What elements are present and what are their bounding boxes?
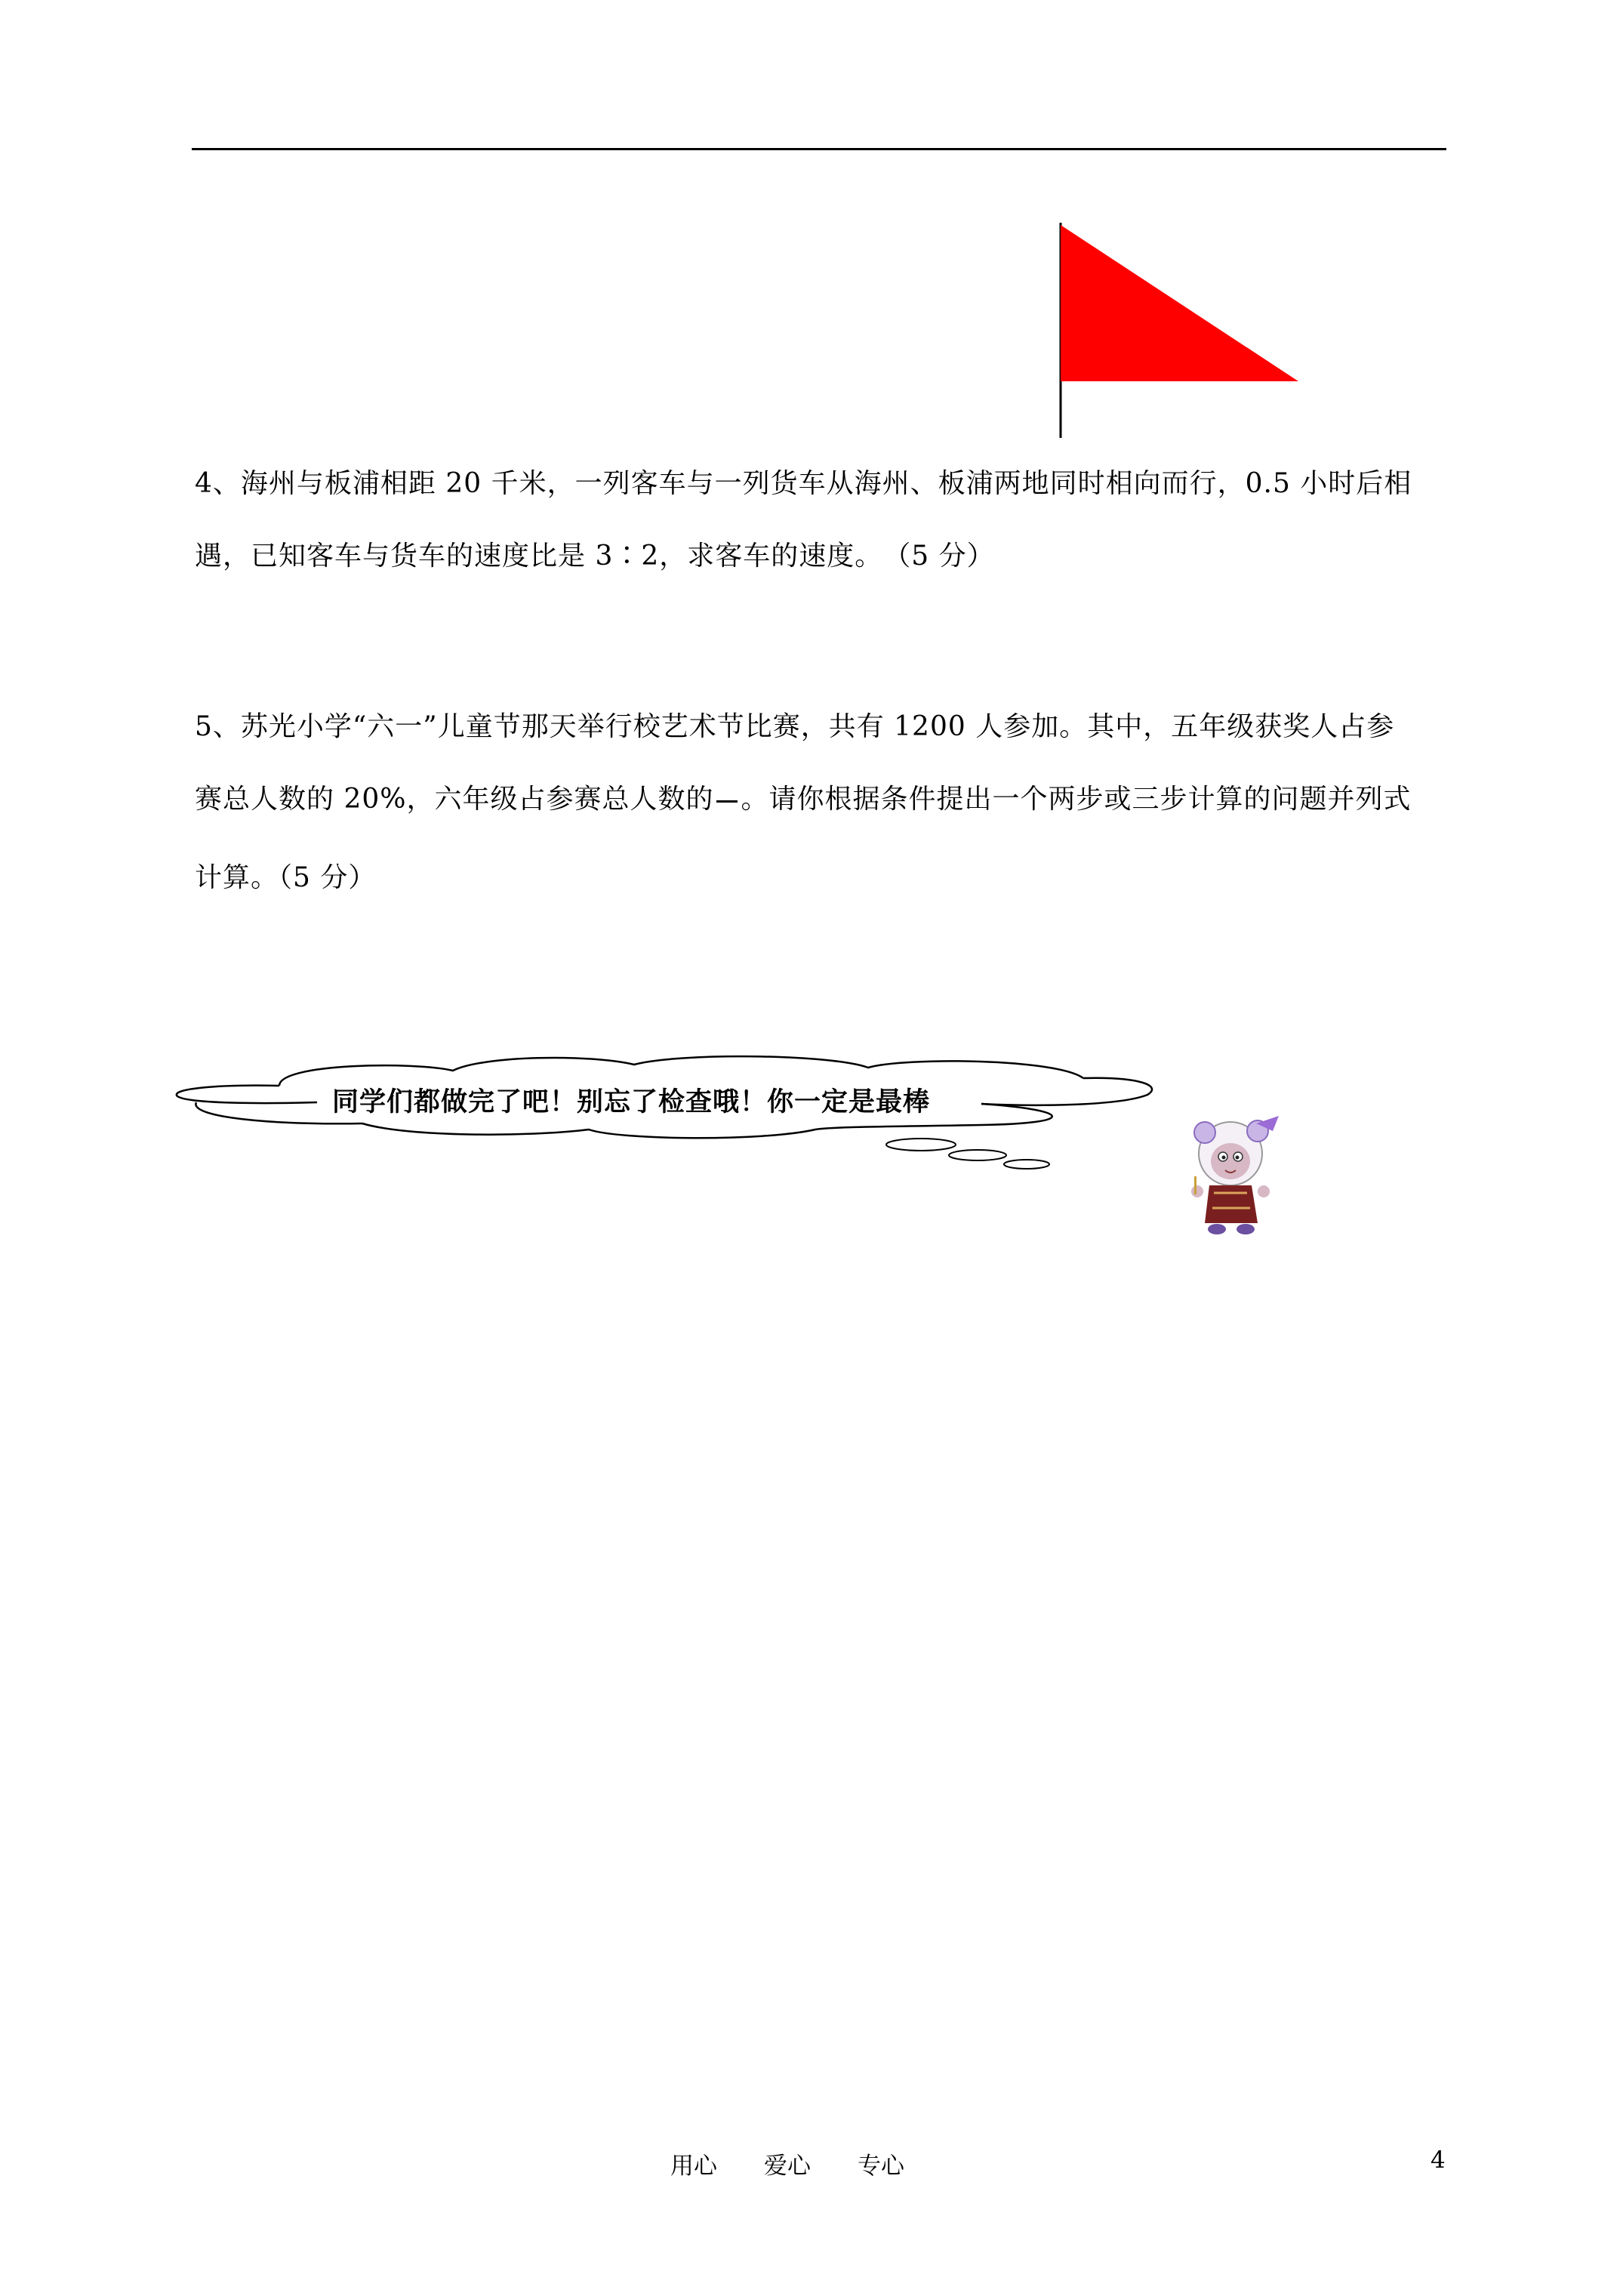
red-flag-icon [1049,223,1306,442]
footer-motto-2: 爱心 [764,2153,811,2180]
question-5-line-3: 计算。（5 分） [195,862,377,893]
question-5-line-2 [195,763,1448,836]
header-rule [192,148,1446,150]
footer-motto [670,2147,904,2180]
encouragement-text: 同学们都做完了吧！别忘了检查哦！你一定是最棒 [332,1087,931,1117]
question-5-line-1: 5、苏光小学“六一”儿童节那天举行校艺术节比赛，共有 1200 人参加。其中，五年级获奖人占参 [195,711,1395,742]
question-4 [195,448,1448,593]
fraction-blank [716,800,738,803]
question-5-line-2-end: 。请你根据条件提出一个两步或三步计算的问题并列式 [741,784,1412,815]
footer-motto-3: 专心 [858,2153,904,2180]
question-5-line-2-start: 赛总人数的 20%，六年级占参赛总人数的 [195,784,714,815]
question-4-line-2: 遇，已知客车与货车的速度比是 3∶2，求客车的速度。 （5 分） [195,541,995,572]
question-5 [195,691,1448,914]
cartoon-sheep-icon [1184,1110,1289,1238]
footer-motto-1: 用心 [670,2153,717,2180]
page-number: 4 [1431,2147,1446,2174]
question-4-line-1: 4、海州与板浦相距 20 千米，一列客车与一列货车从海州、板浦两地同时相向而行，0.5 小时后相 [195,468,1412,499]
